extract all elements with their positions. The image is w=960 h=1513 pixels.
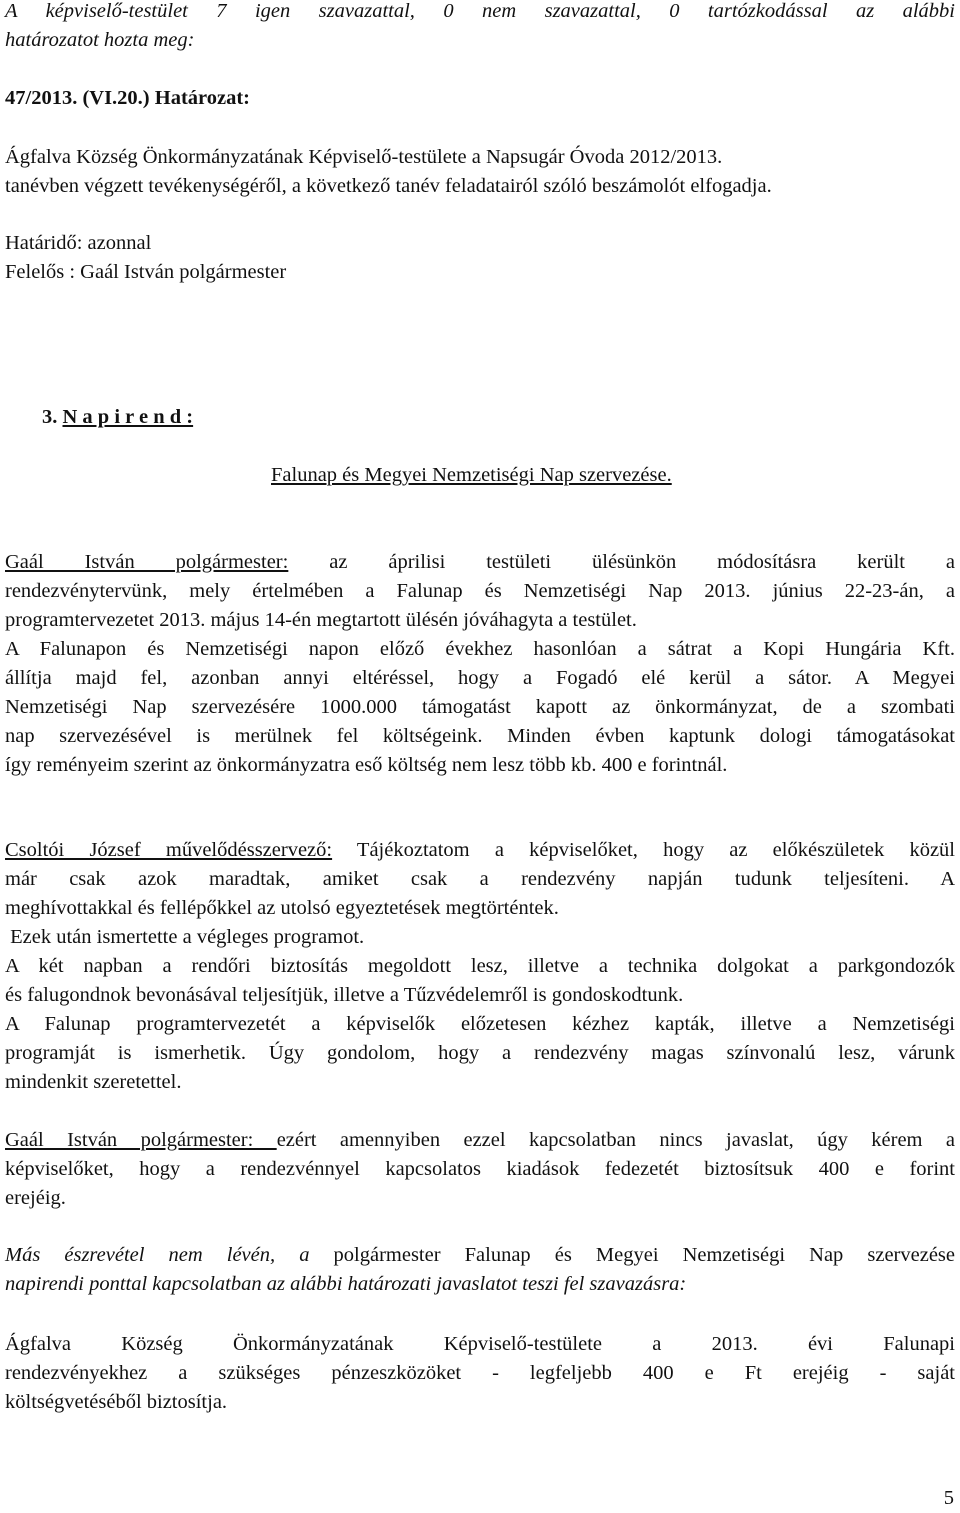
speech-line: Gaál István polgármester: az áprilisi testületi ülésünkön módosításra került a bbox=[5, 551, 955, 573]
speech-line: és falugondnok bevonásával teljesítjük, illetve a Tűzvédelemről is gondoskodtunk. bbox=[5, 984, 684, 1006]
speech-line: Ezek után ismertette a végleges programot. bbox=[5, 926, 365, 948]
resolution-text-line: Ágfalva Község Önkormányzatának Képviselő-testülete a Napsugár Óvoda 2012/2013. bbox=[5, 146, 723, 168]
proposal-line: napirendi ponttal kapcsolatban az alábbi határozati javaslatot teszi fel szavazásra: bbox=[5, 1273, 687, 1295]
speech-line: nap szervezésével is merülnek fel költségeink. Minden évben kaptunk dologi támogatásokat bbox=[5, 725, 955, 747]
speech-line: Csoltói József művelődésszervező: Tájékoztatom a képviselőket, hogy az előkészületek közül bbox=[5, 839, 955, 861]
speaker-name: Gaál István polgármester: bbox=[5, 1129, 277, 1151]
proposal-line: Ágfalva Község Önkormányzatának Képviselő-testülete a 2013. évi Falunapi bbox=[5, 1333, 955, 1355]
speaker-name: Csoltói József művelődésszervező: bbox=[5, 839, 333, 861]
deadline: Határidő: azonnal bbox=[5, 232, 152, 254]
speech-line: programját is ismerhetik. Úgy gondolom, hogy a rendezvény magas színvonalú lesz, várunk bbox=[5, 1042, 955, 1064]
speech-line: képviselőket, hogy a rendezvénnyel kapcsolatos kiadások fedezetét biztosítsuk 400 e forint bbox=[5, 1158, 955, 1180]
speech-line: Nemzetiségi Nap szervezésére 1000.000 támogatást kapott az önkormányzat, de a szombati bbox=[5, 696, 955, 718]
speech-line: A Falunapon és Nemzetiségi napon előző évekhez hasonlóan a sátrat a Kopi Hungária Kft. bbox=[5, 638, 955, 660]
speech-line: A két napban a rendőri biztosítás megoldott lesz, illetve a technika dolgokat a parkgondozók bbox=[5, 955, 955, 977]
agenda-number: 3. bbox=[42, 406, 58, 428]
responsible: Felelős : Gaál István polgármester bbox=[5, 261, 287, 283]
resolution-title: 47/2013. (VI.20.) Határozat: bbox=[5, 87, 251, 109]
speech-line: Gaál István polgármester: ezért amennyiben ezzel kapcsolatban nincs javaslat, úgy kérem a bbox=[5, 1129, 955, 1151]
proposal-intro bbox=[5, 1241, 955, 1299]
speech-line: meghívottakkal és fellépőkkel az utolsó egyeztetések megtörténtek. bbox=[5, 897, 559, 919]
speech-organizer bbox=[5, 836, 955, 1097]
speech-line: programtervezetet 2013. május 14-én megtartott ülésén jóváhagyta a testület. bbox=[5, 609, 637, 631]
resolution-text bbox=[5, 143, 955, 201]
proposal-line: költségvetéséből biztosítja. bbox=[5, 1391, 228, 1413]
page-number: 5 bbox=[943, 1487, 954, 1509]
speech-mayor-2 bbox=[5, 1126, 955, 1213]
speaker-name: Gaál István polgármester: bbox=[5, 551, 289, 573]
speech-line: rendezvénytervünk, mely értelmében a Falunap és Nemzetiségi Nap 2013. június 22-23-án, a bbox=[5, 580, 955, 602]
speech-line: mindenkit szeretettel. bbox=[5, 1071, 182, 1093]
proposal-line: Más észrevétel nem lévén, a polgármester Falunap és Megyei Nemzetiségi Nap szervezése bbox=[5, 1244, 955, 1266]
speech-line: A Falunap programtervezetét a képviselők előzetesen kézhez kapták, illetve a Nemzetiségi bbox=[5, 1013, 955, 1035]
speech-mayor-1 bbox=[5, 548, 955, 780]
resolution-text-line: tanévben végzett tevékenységéről, a következő tanév feladatairól szóló beszámolót elfogadja. bbox=[5, 175, 772, 197]
speech-line: már csak azok maradtak, amiket csak a rendezvény napján tudunk teljesíteni. A bbox=[5, 868, 955, 890]
speech-line: erejéig. bbox=[5, 1187, 66, 1209]
speech-line: így reményeim szerint az önkormányzatra eső költség nem lesz több kb. 400 e forintnál. bbox=[5, 754, 728, 776]
agenda-label: N a p i r e n d : bbox=[62, 406, 194, 428]
agenda-title: Falunap és Megyei Nemzetiségi Nap szervezése. bbox=[271, 464, 672, 486]
vote-intro-line: A képviselő-testület 7 igen szavazattal, 0 nem szavazattal, 0 tartózkodással az alábbi bbox=[5, 0, 955, 22]
resolution-proposal bbox=[5, 1330, 955, 1417]
speech-line: állítja majd fel, azonban annyi eltéréssel, hogy a Fogadó elé kerül a sátor. A Megyei bbox=[5, 667, 955, 689]
vote-intro-line: határozatot hozta meg: bbox=[5, 29, 195, 51]
vote-intro bbox=[5, 0, 955, 55]
proposal-line: rendezvényekhez a szükséges pénzeszközöket - legfeljebb 400 e Ft erejéig - saját bbox=[5, 1362, 955, 1384]
agenda-heading bbox=[42, 403, 193, 432]
